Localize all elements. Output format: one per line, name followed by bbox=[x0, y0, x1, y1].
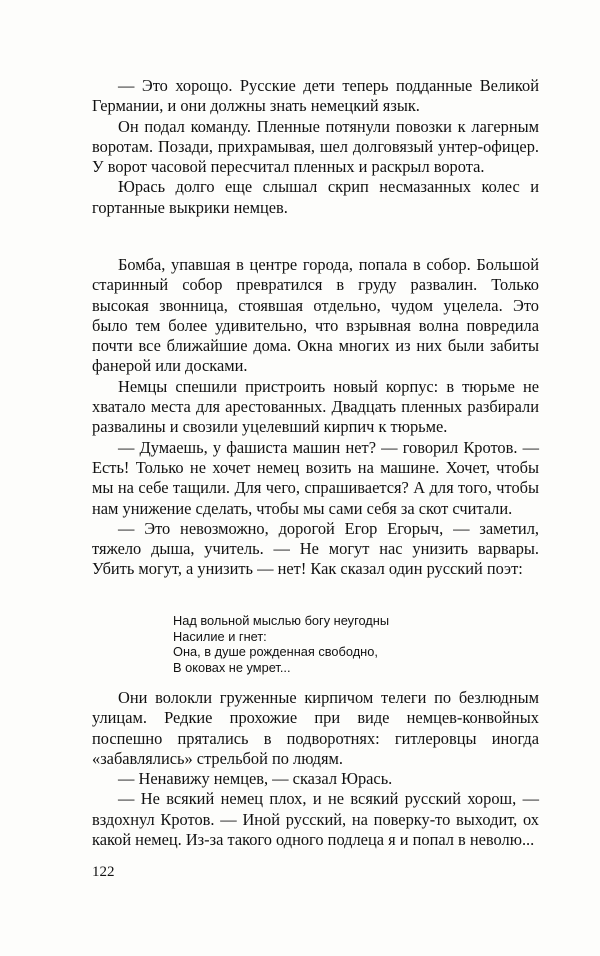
text-section-3 bbox=[92, 688, 539, 850]
paragraph: Они волокли груженные кирпичом телеги по безлюдным улицам. Редкие прохожие при виде немцев-конвойных поспешно прятались в подворотнях: гитлеровцы иногда «забавлялись» стрельбой по людям. bbox=[92, 688, 539, 768]
poem-line: Насилие и гнет: bbox=[173, 628, 267, 644]
paragraph: — Ненавижу немцев, — сказал Юрась. bbox=[118, 769, 393, 789]
paragraph: Бомба, упавшая в центре города, попала в собор. Большой старинный собор превратился в груду развалин. Только высокая звонница, стоявшая отдельно, чудом уцелела. Это было тем более удивительно, что взрывная волна повредила почти все ближайшие дома. Окна многих из них были забиты фанерой или досками. bbox=[92, 255, 539, 376]
paragraph: — Не всякий немец плох, и не всякий русский хорош, — вздохнул Кротов. — Иной русский, на поверку-то выходит, ох какой немец. Из-за такого одного подлеца я и попал в неволю... bbox=[92, 789, 539, 850]
paragraph: — Думаешь, у фашиста машин нет? — говорил Кротов. — Есть! Только не хочет немец возить на машине. Хочет, чтобы мы на себе тащили. Для чего, спрашивается? А для того, чтобы нам унижение сделать, чтобы мы сами себя за скот считали. bbox=[92, 437, 539, 518]
page-number: 122 bbox=[92, 864, 115, 880]
poem-quote bbox=[173, 613, 513, 675]
poem-line: Над вольной мыслью богу неугодны bbox=[173, 613, 390, 628]
poem-line: В оковах не умрет... bbox=[173, 659, 291, 675]
paragraph: Немцы спешили пристроить новый корпус: в тюрьме не хватало места для арестованных. Двадцать пленных разбирали развалины и свозили уцелевший кирпич к тюрьме. bbox=[92, 376, 539, 437]
paragraph: Он подал команду. Пленные потянули повозки к лагерным воротам. Позади, прихрамывая, шел долговязый унтер-офицер. У ворот часовой пересчитал пленных и раскрыл ворота. bbox=[92, 116, 539, 177]
text-section-1 bbox=[92, 76, 539, 218]
paragraph: Юрась долго еще слышал скрип несмазанных колес и гортанные выкрики немцев. bbox=[92, 177, 539, 217]
paragraph: — Это хорощо. Русские дети теперь подданные Великой Германии, и они должны знать немецкий язык. bbox=[92, 76, 539, 116]
paragraph: — Это невозможно, дорогой Егор Егорыч, — заметил, тяжело дыша, учитель. — Не могут нас унизить варвары. Убить могут, а унизить — нет! Как сказал один русский поэт: bbox=[92, 518, 539, 579]
poem-line: Она, в душе рожденная свободно, bbox=[173, 644, 378, 660]
text-section-2 bbox=[92, 255, 539, 580]
